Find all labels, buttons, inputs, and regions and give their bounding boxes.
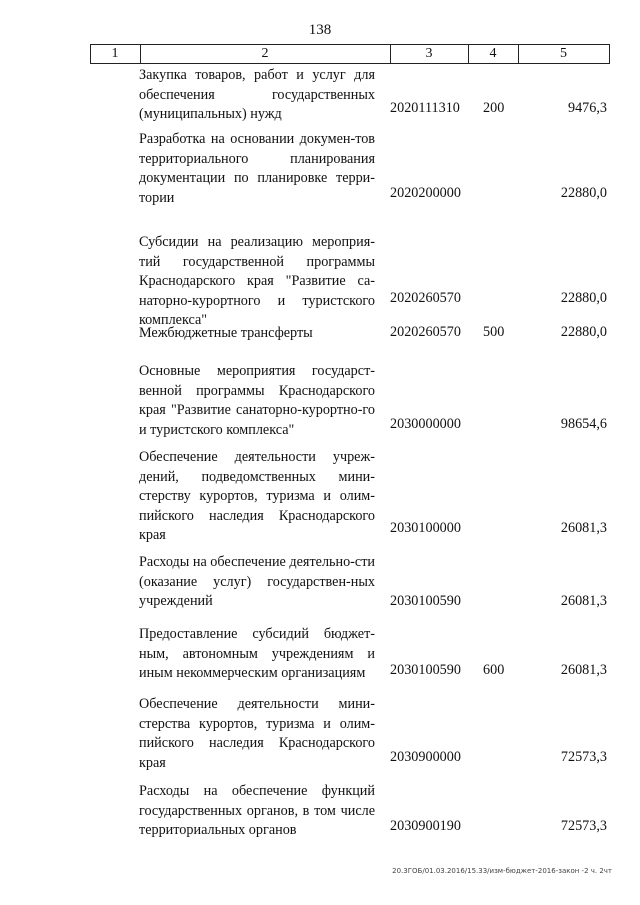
header-col-5: 5 — [560, 46, 567, 61]
row-description: Закупка товаров, работ и услуг для обеспечения государственных (муниципальных) нужд — [139, 67, 375, 122]
row-code: 2020260570 — [390, 324, 461, 340]
row-code: 2030000000 — [390, 416, 461, 432]
row-amount: 72573,3 — [560, 818, 607, 834]
row-code: 2020260570 — [390, 290, 461, 306]
row-code: 2020111310 — [390, 100, 460, 116]
row-description: Обеспечение деятельности учреж-дений, подведомственных мини-стерству курортов, туризма и олим-пийского наследия Краснодарского края — [139, 449, 375, 543]
row-amount: 98654,6 — [560, 416, 607, 432]
row-amount: 22880,0 — [560, 185, 607, 201]
row-expense-type: 600 — [483, 662, 505, 678]
row-description: Расходы на обеспечение деятельно-сти (оказание услуг) государствен-ных учреждений — [139, 554, 375, 609]
row-expense-type: 200 — [483, 100, 505, 116]
row-description: Субсидии на реализацию мероприя-тий государственной программы Краснодарского края "Развитие са-наторно-курортного и туристского комплекса" — [139, 234, 375, 328]
header-col-1: 1 — [111, 46, 119, 61]
header-divider — [609, 45, 610, 63]
row-description: Обеспечение деятельности мини-стерства курортов, туризма и олим-пийского наследия Краснодарского края — [139, 696, 375, 771]
row-description: Расходы на обеспечение функций государственных органов, в том числе территориальных органов — [139, 783, 375, 838]
row-code: 2030100590 — [390, 662, 461, 678]
footer-file-reference: 20.3ГОБ/01.03.2016/15.33/изм-бюджет-2016-закон -2 ч. 2чт — [392, 867, 612, 875]
row-amount: 22880,0 — [560, 324, 607, 340]
row-amount: 26081,3 — [560, 662, 607, 678]
row-description: Основные мероприятия государст-венной программы Краснодарского края "Развитие санаторно-курортно-го и туристского комплекса" — [139, 363, 375, 438]
table-header — [90, 44, 610, 64]
header-col-4: 4 — [489, 46, 497, 61]
row-amount: 22880,0 — [560, 290, 607, 306]
row-code: 2030100000 — [390, 520, 461, 536]
row-code: 2030900190 — [390, 818, 461, 834]
row-amount: 72573,3 — [560, 749, 607, 765]
row-description: Разработка на основании докумен-тов территориального планирования документации по планировке терри-тории — [139, 131, 375, 206]
header-col-2: 2 — [261, 46, 269, 61]
row-code: 2030900000 — [390, 749, 461, 765]
row-amount: 9476,3 — [567, 100, 607, 116]
row-description: Предоставление субсидий бюджет-ным, автономным учреждениям и иным некоммерческим организациям — [139, 626, 375, 681]
header-col-3: 3 — [425, 46, 433, 61]
page-number: 138 — [308, 22, 332, 38]
row-amount: 26081,3 — [560, 520, 607, 536]
row-description: Межбюджетные трансферты — [139, 325, 313, 341]
row-expense-type: 500 — [483, 324, 505, 340]
row-code: 2020200000 — [390, 185, 461, 201]
row-code: 2030100590 — [390, 593, 461, 609]
row-amount: 26081,3 — [560, 593, 607, 609]
